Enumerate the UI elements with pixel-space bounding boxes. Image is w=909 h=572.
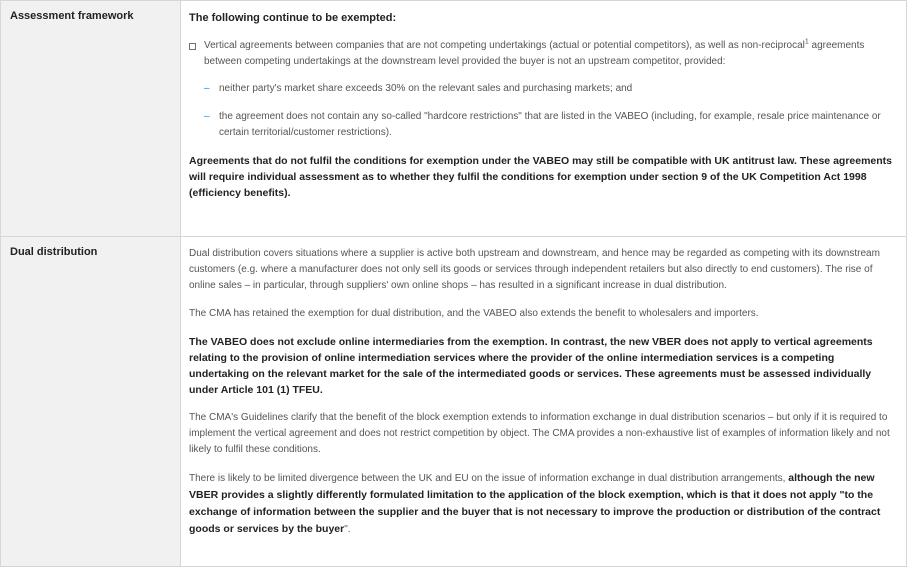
bullet-item <box>189 38 896 70</box>
paragraph: Dual distribution covers situations where a supplier is active both upstream and downstream, and hence may be regarded as competing with its downstream customers (e.g. where a manufacturer does not only sell its goods or services through independent retailers but also directly to end customers). The rise of online sales – in particular, through suppliers' own online shops – has resulted in a significant increase in dual distribution. <box>189 248 880 291</box>
dash-text: neither party's market share exceeds 30% on the relevant sales and purchasing markets; and <box>219 83 633 94</box>
row-label: Dual distribution <box>0 237 181 566</box>
bold-paragraph: Agreements that do not fulfil the conditions for exemption under the VABEO may still be compatible with UK antitrust law. These agreements will require individual assessment as to whether they fulfil the conditions for exemption under section 9 of the UK Competition Act 1998 (efficiency benefits). <box>189 155 893 199</box>
dash-bullet-icon: – <box>204 111 210 122</box>
bullet-text-end: agreements between competing undertakings at the downstream level provided the buyer is not an upstream competitor, provided: <box>204 40 865 67</box>
bullet-text-start: Vertical agreements between companies that are not competing undertakings (actual or potential competitors), as well as non-reciprocal <box>204 40 805 51</box>
paragraph-tail: ". <box>344 524 351 535</box>
dash-bullet-icon: – <box>204 83 210 94</box>
table-row-dual-distribution <box>0 237 907 567</box>
row-label: Assessment framework <box>0 1 181 236</box>
paragraph-normal-part: There is likely to be limited divergence between the UK and EU on the issue of information exchange in dual distribution arrangements, <box>189 473 789 484</box>
row-content <box>181 1 907 236</box>
bold-paragraph: The VABEO does not exclude online intermediaries from the exemption. In contrast, the new VBER does not apply to vertical agreements relating to the provision of online intermediation services where the provider of the online intermediation services is a competing undertaking on the relevant market for the sale of the intermediated goods or services. These agreements must be assessed individually under Article 101 (1) TFEU. <box>189 336 873 396</box>
square-bullet-icon <box>189 43 196 50</box>
paragraph: The CMA has retained the exemption for dual distribution, and the VABEO also extends the benefit to wholesalers and importers. <box>189 308 759 319</box>
table-row-assessment-framework <box>0 1 907 237</box>
dash-item <box>189 109 896 141</box>
paragraph-mixed <box>189 470 896 538</box>
footnote-marker: 1 <box>804 38 809 46</box>
dash-item <box>189 81 896 97</box>
row-content <box>181 237 907 566</box>
dash-text: the agreement does not contain any so-called "hardcore restrictions" that are listed in the VABEO (including, for example, resale price maintenance or certain territorial/customer restrictions). <box>219 111 881 138</box>
paragraph-bold-part: although the new VBER provides a slightly differently formulated limitation to the application of the block exemption, which is that it does not apply "to the exchange of information between the supplier and the buyer that is not necessary to improve the production or distribution of the contract goods or services by the buyer <box>189 472 881 535</box>
lead-text: The following continue to be exempted: <box>189 12 397 24</box>
paragraph: The CMA's Guidelines clarify that the benefit of the block exemption extends to information exchange in dual distribution scenarios – but only if it is required to implement the vertical agreement and does not restrict competition by object. The CMA provides a non-exhaustive list of examples of information likely and not likely to fulfil these conditions. <box>189 412 890 455</box>
